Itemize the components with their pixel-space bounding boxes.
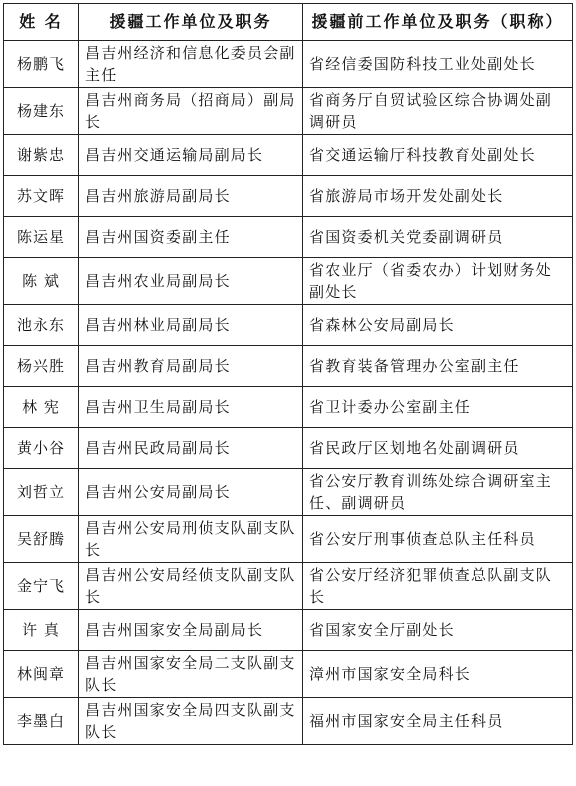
table-row xyxy=(4,217,573,258)
aid-unit-cell: 昌吉州公安局刑侦支队副支队长 xyxy=(79,516,303,563)
name-cell: 许 真 xyxy=(4,610,79,651)
table-row xyxy=(4,428,573,469)
aid-unit-cell: 昌吉州商务局（招商局）副局长 xyxy=(79,88,303,135)
previous-unit-cell: 省公安厅刑事侦查总队主任科员 xyxy=(303,516,573,563)
table-row xyxy=(4,610,573,651)
table-row xyxy=(4,516,573,563)
previous-unit-cell: 省森林公安局副局长 xyxy=(303,305,573,346)
name-cell: 陈 斌 xyxy=(4,258,79,305)
aid-unit-cell: 昌吉州教育局副局长 xyxy=(79,346,303,387)
name-cell: 吴舒腾 xyxy=(4,516,79,563)
header-aid-unit: 援疆工作单位及职务 xyxy=(79,4,303,41)
aid-unit-cell: 昌吉州国家安全局副局长 xyxy=(79,610,303,651)
previous-unit-cell: 省交通运输厅科技教育处副处长 xyxy=(303,135,573,176)
header-name: 姓 名 xyxy=(4,4,79,41)
previous-unit-cell: 漳州市国家安全局科长 xyxy=(303,651,573,698)
aid-unit-cell: 昌吉州公安局副局长 xyxy=(79,469,303,516)
aid-unit-cell: 昌吉州卫生局副局长 xyxy=(79,387,303,428)
name-cell: 苏文晖 xyxy=(4,176,79,217)
previous-unit-cell: 省国家安全厅副处长 xyxy=(303,610,573,651)
previous-unit-cell: 省民政厅区划地名处副调研员 xyxy=(303,428,573,469)
previous-unit-cell: 省农业厅（省委农办）计划财务处副处长 xyxy=(303,258,573,305)
aid-unit-cell: 昌吉州旅游局副局长 xyxy=(79,176,303,217)
aid-unit-cell: 昌吉州国家安全局二支队副支队长 xyxy=(79,651,303,698)
name-cell: 杨兴胜 xyxy=(4,346,79,387)
name-cell: 谢紫忠 xyxy=(4,135,79,176)
name-cell: 杨建东 xyxy=(4,88,79,135)
personnel-table-page xyxy=(3,3,572,745)
table-header-row xyxy=(4,4,573,41)
table-row xyxy=(4,41,573,88)
aid-unit-cell: 昌吉州交通运输局副局长 xyxy=(79,135,303,176)
name-cell: 金宁飞 xyxy=(4,563,79,610)
previous-unit-cell: 省卫计委办公室副主任 xyxy=(303,387,573,428)
name-cell: 陈运星 xyxy=(4,217,79,258)
name-cell: 林闽章 xyxy=(4,651,79,698)
table-row xyxy=(4,698,573,745)
previous-unit-cell: 省旅游局市场开发处副处长 xyxy=(303,176,573,217)
name-cell: 林 宪 xyxy=(4,387,79,428)
previous-unit-cell: 福州市国家安全局主任科员 xyxy=(303,698,573,745)
name-cell: 杨鹏飞 xyxy=(4,41,79,88)
table-row xyxy=(4,135,573,176)
aid-unit-cell: 昌吉州民政局副局长 xyxy=(79,428,303,469)
table-row xyxy=(4,88,573,135)
name-cell: 刘哲立 xyxy=(4,469,79,516)
aid-unit-cell: 昌吉州公安局经侦支队副支队长 xyxy=(79,563,303,610)
table-row xyxy=(4,258,573,305)
name-cell: 池永东 xyxy=(4,305,79,346)
previous-unit-cell: 省经信委国防科技工业处副处长 xyxy=(303,41,573,88)
aid-unit-cell: 昌吉州农业局副局长 xyxy=(79,258,303,305)
table-row xyxy=(4,176,573,217)
aid-unit-cell: 昌吉州国家安全局四支队副支队长 xyxy=(79,698,303,745)
personnel-table xyxy=(3,3,573,745)
name-cell: 黄小谷 xyxy=(4,428,79,469)
aid-unit-cell: 昌吉州经济和信息化委员会副主任 xyxy=(79,41,303,88)
table-row xyxy=(4,469,573,516)
previous-unit-cell: 省公安厅教育训练处综合调研室主任、副调研员 xyxy=(303,469,573,516)
table-row xyxy=(4,387,573,428)
previous-unit-cell: 省商务厅自贸试验区综合协调处副调研员 xyxy=(303,88,573,135)
aid-unit-cell: 昌吉州林业局副局长 xyxy=(79,305,303,346)
table-row xyxy=(4,651,573,698)
table-row xyxy=(4,305,573,346)
previous-unit-cell: 省国资委机关党委副调研员 xyxy=(303,217,573,258)
aid-unit-cell: 昌吉州国资委副主任 xyxy=(79,217,303,258)
previous-unit-cell: 省教育装备管理办公室副主任 xyxy=(303,346,573,387)
header-previous-unit: 援疆前工作单位及职务（职称） xyxy=(303,4,573,41)
previous-unit-cell: 省公安厅经济犯罪侦查总队副支队长 xyxy=(303,563,573,610)
name-cell: 李墨白 xyxy=(4,698,79,745)
table-row xyxy=(4,563,573,610)
table-row xyxy=(4,346,573,387)
